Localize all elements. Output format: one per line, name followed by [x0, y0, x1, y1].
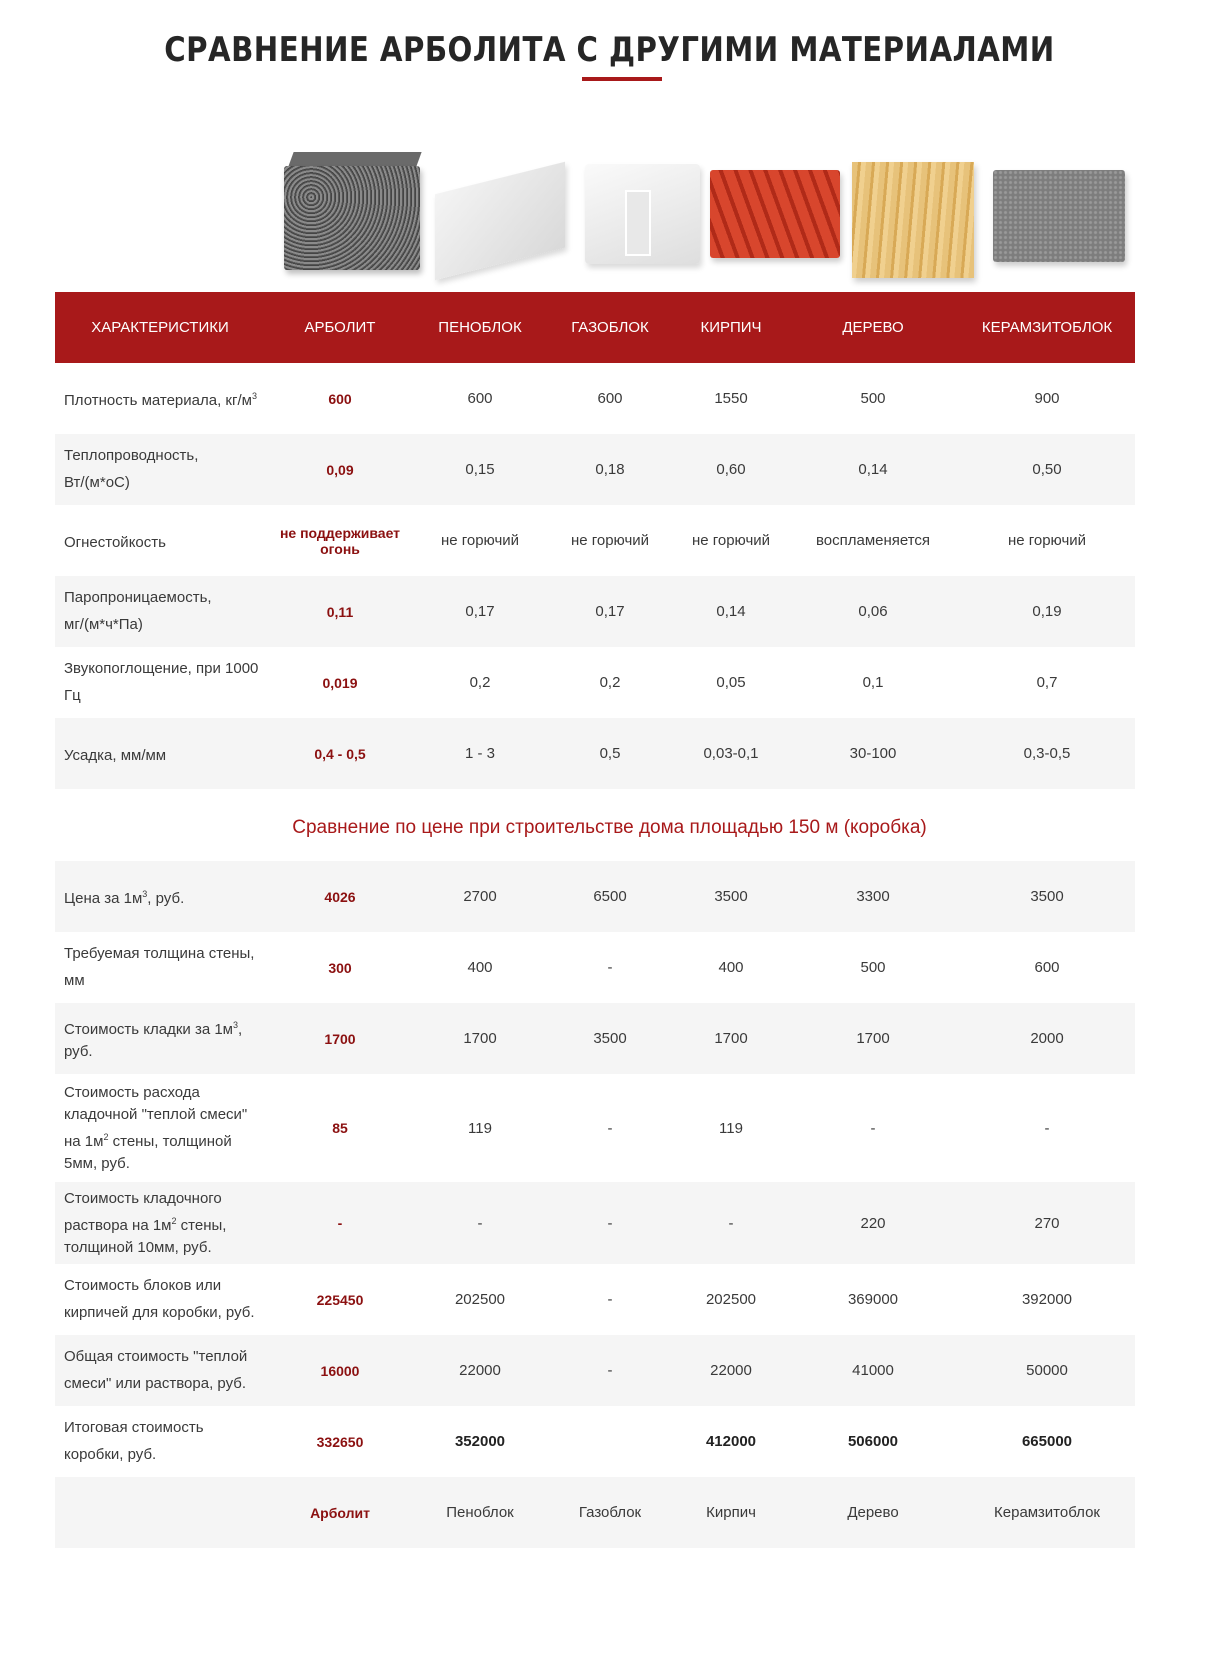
table-cell: 1700 — [463, 1030, 497, 1047]
table-cell: воспламеняется — [815, 532, 931, 549]
table-cell: не горючий — [1007, 532, 1087, 549]
footer-cell: Кирпич — [706, 1504, 756, 1521]
table-cell: 50000 — [1026, 1362, 1068, 1379]
table-cell: 202500 — [705, 1291, 757, 1308]
table-row — [55, 1182, 1135, 1264]
table-cell: - — [607, 1214, 613, 1232]
table-row — [55, 718, 1135, 789]
table-cell: 412000 — [705, 1433, 757, 1450]
table-cell: 1550 — [714, 390, 748, 407]
table-cell: не горючий — [691, 532, 771, 549]
table-cell: 30-100 — [849, 745, 897, 762]
table-cell: 2000 — [1030, 1030, 1064, 1047]
table-row — [55, 647, 1135, 718]
footer-cell: Дерево — [847, 1504, 899, 1521]
row-label: Стоимость кладки за $1м^3$, руб. — [64, 1020, 243, 1060]
row-label: Звукопоглощение, при 1000 Гц — [64, 660, 259, 704]
table-cell: 600 — [597, 390, 623, 407]
row-label: Требуемая толщина стены, мм — [64, 945, 255, 989]
row-label: Плотность материала, $кг/м^3$ — [64, 391, 257, 409]
table-cell: 0,09 — [326, 461, 354, 478]
table-cell: 3500 — [1030, 888, 1064, 905]
materials-images — [280, 140, 1180, 300]
table-cell: 41000 — [852, 1362, 894, 1379]
table-row — [55, 434, 1135, 505]
table-cell: 0,2 — [469, 674, 491, 691]
header-arbolit: АРБОЛИТ — [304, 319, 376, 336]
table-row — [55, 363, 1135, 434]
table-cell: 332650 — [316, 1433, 364, 1450]
table-cell: не горючий — [440, 532, 520, 549]
table-cell: - — [477, 1214, 483, 1232]
table-cell: 0,50 — [1032, 461, 1062, 478]
table-cell: 0,4 - 0,5 — [314, 745, 366, 762]
table-cell: 0,19 — [1032, 603, 1062, 620]
row-label: Стоимость блоков или кирпичей для коробки, руб. — [64, 1277, 255, 1321]
title-underline — [582, 77, 662, 81]
table-cell: 3300 — [856, 888, 890, 905]
gazoblock-image — [585, 150, 700, 270]
table-cell: 500 — [860, 390, 886, 407]
header-characteristics: ХАРАКТЕРИСТИКИ — [91, 319, 229, 336]
table-cell: 270 — [1034, 1214, 1060, 1232]
table-row — [55, 932, 1135, 1003]
table-cell: 0,14 — [858, 461, 888, 478]
row-label: Огнестойкость — [64, 534, 166, 551]
table-cell: не поддерживает огонь — [279, 524, 401, 557]
penoblock-image — [435, 160, 570, 270]
table-cell: 506000 — [847, 1433, 899, 1450]
table-row — [55, 1003, 1135, 1074]
table-cell: - — [728, 1214, 734, 1232]
table-cell: 0,1 — [862, 674, 884, 691]
row-label: Усадка, мм/мм — [64, 747, 167, 764]
table-cell: 1 - 3 — [464, 745, 495, 762]
header-keramzitoblock: КЕРАМЗИТОБЛОК — [981, 319, 1113, 336]
header-gazoblock: ГАЗОБЛОК — [571, 319, 649, 336]
table-cell: 0,06 — [858, 603, 888, 620]
table-cell: 0,019 — [322, 674, 358, 691]
table-cell: 22000 — [459, 1362, 501, 1379]
footer-cell: Газоблок — [578, 1504, 642, 1521]
table-cell: 0,7 — [1036, 674, 1058, 691]
table-cell: 665000 — [1021, 1433, 1073, 1450]
table-cell: 1700 — [714, 1030, 748, 1047]
table-cell: 225450 — [316, 1291, 364, 1308]
header-wood: ДЕРЕВО — [842, 319, 904, 336]
table-cell: - — [607, 1291, 613, 1308]
table-cell: 85 — [332, 1120, 348, 1136]
footer-cell: Пеноблок — [446, 1504, 514, 1521]
table-row — [55, 505, 1135, 576]
table-cell: 900 — [1034, 390, 1060, 407]
row-label: Цена за $1м^3$, руб. — [64, 889, 185, 907]
table-cell: 0,5 — [599, 745, 621, 762]
table-cell: не горючий — [570, 532, 650, 549]
table-row — [55, 576, 1135, 647]
table-cell: 119 — [719, 1119, 743, 1137]
table-cell: 1700 — [856, 1030, 890, 1047]
table-cell: 0,18 — [595, 461, 625, 478]
table-cell: 2700 — [463, 888, 497, 905]
arbolit-block-image — [284, 152, 419, 270]
table-cell: - — [1044, 1119, 1050, 1137]
header-brick: КИРПИЧ — [700, 319, 762, 336]
table-cell: 392000 — [1021, 1291, 1073, 1308]
header-penoblock: ПЕНОБЛОК — [438, 319, 522, 336]
table-row — [55, 1264, 1135, 1335]
table-cell: - — [870, 1119, 876, 1137]
page-title: СРАВНЕНИЕ АРБОЛИТА С ДРУГИМИ МАТЕРИАЛАМИ — [164, 30, 1055, 70]
table-cell: - — [607, 1119, 613, 1137]
table-cell: 0,15 — [465, 461, 495, 478]
footer-row — [55, 1477, 1135, 1548]
table-cell: 500 — [860, 959, 886, 976]
table-cell: 0,03-0,1 — [703, 745, 759, 762]
table-cell: 220 — [860, 1214, 886, 1232]
footer-cell: Арболит — [310, 1504, 370, 1521]
table-row — [55, 1335, 1135, 1406]
row-label: Общая стоимость "теплой смеси" или раствора, руб. — [64, 1348, 248, 1392]
table-cell: 600 — [328, 390, 352, 407]
table-cell: 16000 — [320, 1362, 360, 1379]
table-cell: 0,3-0,5 — [1023, 745, 1071, 762]
table-cell: - — [607, 959, 613, 976]
table-row — [55, 1406, 1135, 1477]
table-cell: 1700 — [324, 1030, 356, 1047]
table-cell: 600 — [467, 390, 493, 407]
row-label: Стоимость расхода кладочной "теплой смеси" на $1м^2$ стены, толщиной 5мм, руб. — [64, 1083, 248, 1172]
table-cell: 0,05 — [716, 674, 746, 691]
table-cell: 300 — [328, 959, 352, 976]
table-cell: 0,11 — [326, 603, 354, 620]
table-cell: 0,14 — [716, 603, 746, 620]
table-cell: 202500 — [454, 1291, 506, 1308]
table-cell — [545, 1406, 675, 1477]
row-label: Итоговая стоимость коробки, руб. — [64, 1419, 204, 1463]
table-cell: 0,2 — [599, 674, 621, 691]
table-cell: 119 — [468, 1119, 492, 1137]
table-cell: 352000 — [454, 1433, 506, 1450]
brick-image — [710, 160, 845, 270]
table-cell: 0,17 — [595, 603, 625, 620]
wood-image — [852, 156, 977, 281]
table-header — [55, 292, 1135, 363]
table-cell: 6500 — [593, 888, 627, 905]
table-cell: 0,60 — [716, 461, 746, 478]
table-cell: 22000 — [710, 1362, 752, 1379]
table-row — [55, 1074, 1135, 1182]
table-cell: 400 — [718, 959, 744, 976]
keramzitoblock-image — [993, 160, 1128, 270]
footer-cell: Керамзитоблок — [994, 1504, 1100, 1521]
table-cell: 3500 — [593, 1030, 627, 1047]
price-section-title: Сравнение по цене при строительстве дома площадью 150 м (коробка) — [292, 817, 927, 838]
table-cell: 3500 — [714, 888, 748, 905]
table-cell: 600 — [1034, 959, 1060, 976]
row-label: Стоимость кладочного раствора на $1м^2$ стены, толщиной 10мм, руб. — [64, 1189, 227, 1256]
table-cell: - — [607, 1362, 613, 1379]
row-label: Паропроницаемость, мг/(м*ч*Па) — [64, 589, 212, 633]
row-label: Теплопроводность, Вт/(м*оС) — [64, 447, 199, 491]
table-cell: 4026 — [324, 888, 356, 905]
table-cell: 400 — [467, 959, 493, 976]
table-cell: - — [337, 1215, 343, 1231]
table-row — [55, 861, 1135, 932]
table-cell: 369000 — [847, 1291, 899, 1308]
table-cell: 0,17 — [465, 603, 495, 620]
